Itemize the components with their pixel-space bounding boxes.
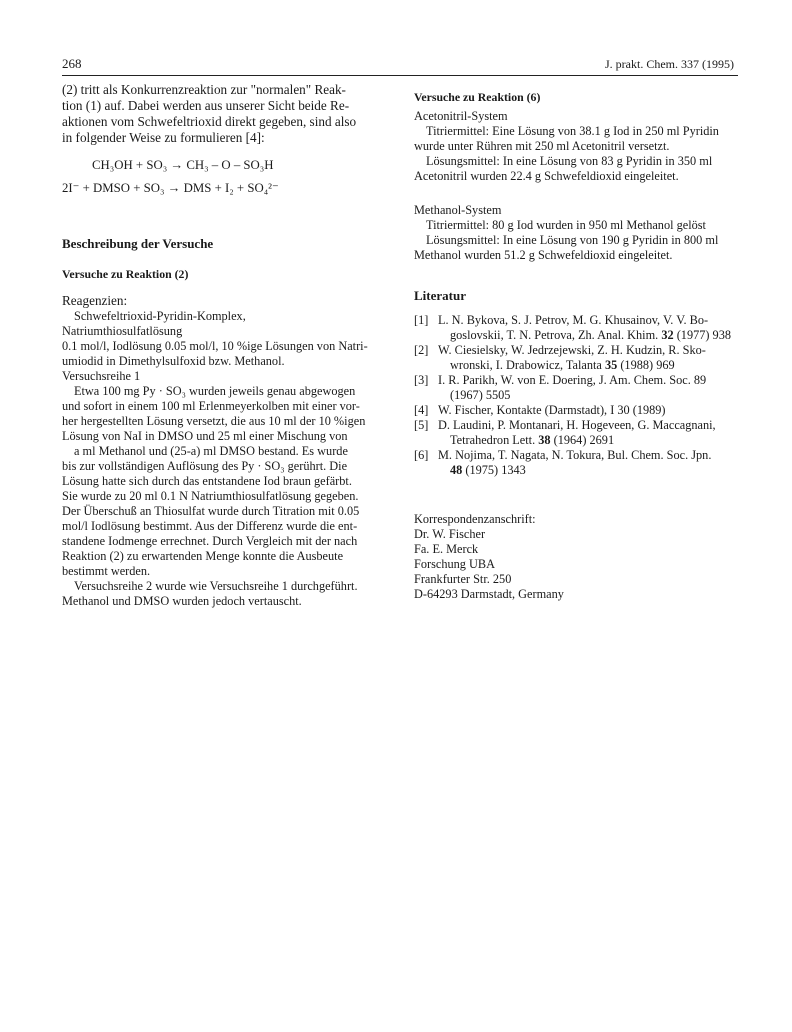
left-column xyxy=(62,80,368,609)
text-line: Lösung von NaI in DMSO und 25 ml einer Mischung von xyxy=(62,429,348,443)
text-line: Versuchsreihe 2 wurde wie Versuchsreihe 1 durchgeführt. xyxy=(74,579,358,593)
reference-volume: 38 xyxy=(538,433,551,447)
text-line: her hergestellten Lösung versetzt, die aus 10 ml der 10 %igen xyxy=(62,414,366,428)
text-line: und sofort in einem 100 ml Erlenmeyerkolben mit einer vor- xyxy=(62,399,360,413)
reference-item xyxy=(414,448,738,478)
reference-volume: 32 xyxy=(661,328,674,342)
reference-text: (1975) 1343 xyxy=(462,463,526,477)
reference-text: (1988) 969 xyxy=(617,358,675,372)
methanol-system xyxy=(414,203,738,263)
subsection-title-reaction-2: Versuche zu Reaktion (2) xyxy=(62,267,189,281)
reference-text: D. Laudini, P. Montanari, H. Hogeveen, G. Maccagnani, xyxy=(438,418,716,432)
text-line: 0.1 mol/l, Iodlösung 0.05 mol/l, 10 %ige Lösungen von Natri- xyxy=(62,339,368,353)
reagents-label: Reagenzien: xyxy=(62,293,128,308)
series-2-paragraph xyxy=(62,579,368,609)
reference-text: W. Ciesielsky, W. Jedrzejewski, Z. H. Kudzin, R. Sko- xyxy=(438,343,706,357)
series-1-label: Versuchsreihe 1 xyxy=(62,369,141,383)
text-line: Methanol und DMSO wurden jedoch vertauscht. xyxy=(62,594,302,608)
literature-title: Literatur xyxy=(414,288,466,303)
text-line: standene Iodmenge errechnet. Durch Vergleich mit der nach xyxy=(62,534,358,548)
text-line: tion (1) auf. Dabei werden aus unserer Sicht beide Re- xyxy=(62,98,350,113)
text-line: (2) tritt als Konkurrenzreaktion zur "normalen" Reak- xyxy=(62,82,346,97)
equation-dmso: 2I⁻ + DMSO + SO₃ → DMS + I₂ + SO₄²⁻ xyxy=(62,181,279,195)
text-line: wurde unter Rühren mit 250 ml Acetonitril versetzt. xyxy=(414,139,670,153)
reference-volume: 35 xyxy=(604,358,618,372)
reference-text: goslovskii, T. N. Petrova, Zh. Anal. Khim. xyxy=(450,328,662,342)
reference-number: [4] xyxy=(414,403,429,417)
text-line: aktionen vom Schwefeltrioxid direkt gegeben, sind also xyxy=(62,114,357,129)
text-line: Lösung hatte sich durch das entstandene Iod braun gefärbt. xyxy=(62,474,352,488)
reference-number: [5] xyxy=(414,418,429,432)
page-number: 268 xyxy=(62,56,82,71)
acetonitrile-label: Acetonitril-System xyxy=(414,109,508,123)
reference-text: M. Nojima, T. Nagata, N. Tokura, Bul. Chem. Soc. Jpn. xyxy=(438,448,712,462)
text-line: Schwefeltrioxid-Pyridin-Komplex, Natriumthiosulfatlösung xyxy=(62,309,246,338)
section-title-experiments: Beschreibung der Versuche xyxy=(62,236,214,251)
text-line: Reaktion (2) zu erwartenden Menge konnte die Ausbeute xyxy=(62,549,344,563)
text-line: mol/l Iodlösung bestimmt. Aus der Differenz wurde die ent- xyxy=(62,519,358,533)
reference-text: Tetrahedron Lett. xyxy=(450,433,539,447)
reference-text: (1967) 5505 xyxy=(450,388,511,402)
reference-item xyxy=(414,418,738,448)
address-line: Fa. E. Merck xyxy=(414,542,479,556)
reference-text: (1964) 2691 xyxy=(550,433,615,447)
text-line: Lösungsmittel: In eine Lösung von 83 g Pyridin in 350 ml xyxy=(426,154,713,168)
text-line: Etwa 100 mg Py · SO₃ wurden jeweils genau abgewogen xyxy=(74,384,356,398)
text-line: Methanol wurden 51.2 g Schwefeldioxid eingeleitet. xyxy=(414,248,673,262)
address-line: Forschung UBA xyxy=(414,557,495,571)
equation-methanol: CH₃OH + SO₃ → CH₃ – O – SO₃H xyxy=(92,158,274,172)
text-line: Sie wurde zu 20 ml 0.1 N Natriumthiosulfatlösung gegeben. xyxy=(62,489,359,503)
address-line: Frankfurter Str. 250 xyxy=(414,572,512,586)
reference-text: L. N. Bykova, S. J. Petrov, M. G. Khusainov, V. V. Bo- xyxy=(438,313,709,327)
address-line: Dr. W. Fischer xyxy=(414,527,486,541)
reference-number: [1] xyxy=(414,313,429,327)
reference-list xyxy=(414,313,738,478)
header-rule xyxy=(62,75,738,76)
acetonitrile-system xyxy=(414,109,738,184)
reference-text: W. Fischer, Kontakte (Darmstadt), I 30 (1989) xyxy=(438,403,666,417)
reference-text: (1977) 938 xyxy=(673,328,732,342)
reference-text: wronski, I. Drabowicz, Talanta xyxy=(450,358,605,372)
reference-number: [2] xyxy=(414,343,429,357)
text-line: bis zur vollständigen Auflösung des Py · SO₃ gerührt. Die xyxy=(62,459,348,473)
address-label: Korrespondenzanschrift: xyxy=(414,512,536,526)
reference-number: [3] xyxy=(414,373,429,387)
reagents-block xyxy=(62,293,368,384)
subsection-title-reaction-6: Versuche zu Reaktion (6) xyxy=(414,90,541,104)
reference-number: [6] xyxy=(414,448,429,462)
text-line: in folgender Weise zu formulieren [4]: xyxy=(62,130,265,145)
text-line: Lösungsmittel: In eine Lösung von 190 g Pyridin in 800 ml xyxy=(426,233,719,247)
intro-paragraph xyxy=(62,82,368,146)
address-line: D-64293 Darmstadt, Germany xyxy=(414,587,564,601)
running-header-journal: J. prakt. Chem. 337 (1995) xyxy=(605,57,734,71)
reference-text: I. R. Parikh, W. von E. Doering, J. Am. Chem. Soc. 89 xyxy=(438,373,707,387)
correspondence-address xyxy=(414,512,738,602)
reference-item xyxy=(414,313,738,343)
text-line: bestimmt werden. xyxy=(62,564,151,578)
text-line: Titriermittel: 80 g Iod wurden in 950 ml Methanol gelöst xyxy=(426,218,706,232)
right-column xyxy=(414,80,738,602)
text-line: Acetonitril wurden 22.4 g Schwefeldioxid eingeleitet. xyxy=(414,169,679,183)
reference-item xyxy=(414,343,738,373)
methanol-label: Methanol-System xyxy=(414,203,502,217)
reference-item xyxy=(414,373,738,403)
text-line: umiodid in Dimethylsulfoxid bzw. Methanol. xyxy=(62,354,285,368)
text-line: a ml Methanol und (25-a) ml DMSO bestand. Es wurde xyxy=(74,444,348,458)
reference-volume: 48 xyxy=(450,463,463,477)
text-line: Titriermittel: Eine Lösung von 38.1 g Iod in 250 ml Pyridin xyxy=(426,124,719,138)
series-1-paragraph xyxy=(62,384,368,579)
text-line: Der Überschuß an Thiosulfat wurde durch Titration mit 0.05 xyxy=(62,504,360,518)
reference-item xyxy=(414,403,738,418)
